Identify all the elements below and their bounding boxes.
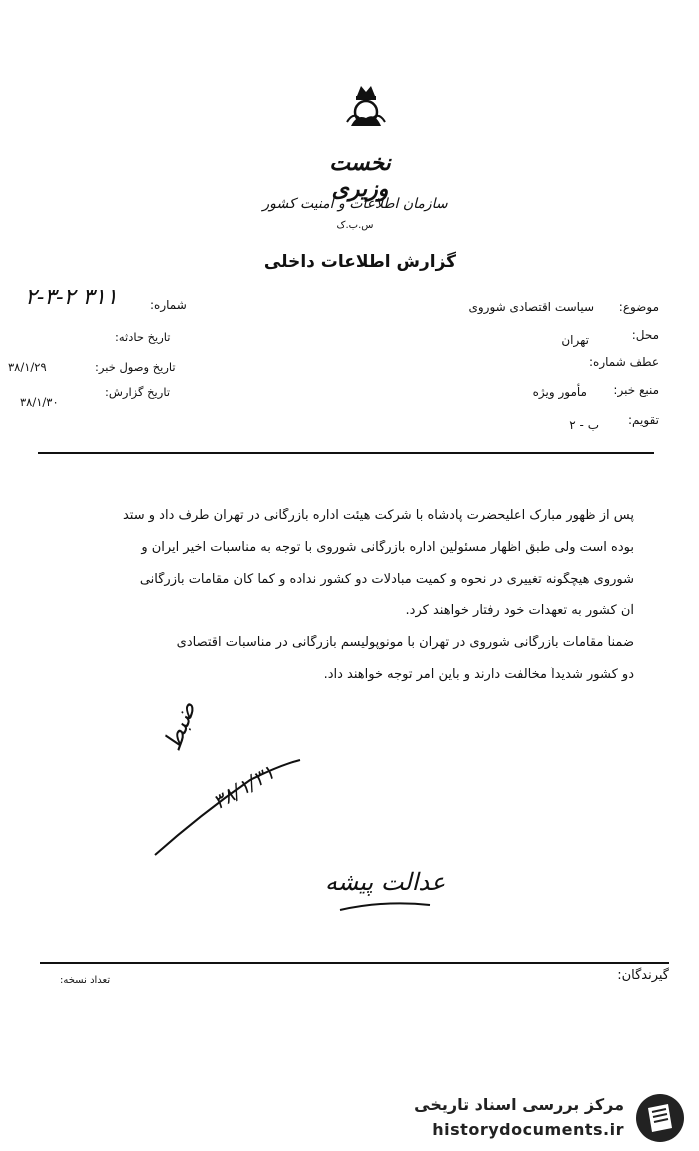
body-line: آن کشور به تعهدات خود رفتار خواهند کرد. — [405, 603, 634, 618]
body-line: پس از ظهور مبارک اعلیحضرت پادشاه با شرکت هیئت اداره بازرگانی در تهران طرف داد و ستد — [122, 508, 634, 523]
location-value: تهران — [561, 333, 589, 347]
copies-label: تعداد نسخه: — [60, 975, 111, 986]
body-line: شوروی هیچگونه تغییری در نحوه و کمیت مبادلات دو کشور نداده و کما کان مقامات بازرگانی — [139, 572, 634, 587]
body-line: ضمناً مقامات بازرگانی شوروی در تهران با مونوپولیسم بازرگانی در مناسبات اقتصادی — [176, 635, 634, 650]
body-line: دو کشور شدیداً مخالفت دارند و باین امر توجه خواهند داد. — [323, 667, 634, 682]
report-title: گزارش اطلاعات داخلی — [263, 252, 457, 272]
watermark-logo-icon — [634, 1092, 686, 1144]
watermark-name: مرکز بررسی اسناد تاریخی — [414, 1095, 624, 1114]
rating-value: ب - ۲ — [569, 418, 599, 432]
subject-label: موضوع: — [618, 300, 659, 314]
location-label: محل: — [631, 328, 659, 342]
reference-label: عطف شماره: — [588, 355, 659, 369]
receipt-date-value: ۳۸/۱/۲۹ — [8, 360, 47, 374]
source-label: منبع خبر: — [613, 383, 659, 397]
organization-code: س.ب.ک — [336, 220, 374, 231]
ministry-heading: نخست وزیری — [329, 150, 391, 202]
signature-underline — [335, 895, 435, 920]
footer-divider — [40, 962, 669, 964]
signer-signature: عدالت پیشه — [325, 868, 446, 896]
incident-date-label: تاریخ حادثه: — [115, 330, 171, 344]
marginal-date: ۳۸/۱/۳۱ — [208, 759, 279, 815]
receipt-date-label: تاریخ وصول خبر: — [95, 360, 176, 374]
report-date-value: ۳۸/۱/۳۰ — [20, 395, 59, 409]
body-line: بوده است ولی طبق اظهار مسئولین اداره بازرگانی شوروی با توجه به مناسبات اخیر ایران و — [141, 540, 634, 555]
report-date-label: تاریخ گزارش: — [105, 385, 171, 399]
recipients-label: گیرندگان: — [617, 968, 669, 983]
header-divider — [38, 452, 654, 454]
number-label: شماره: — [150, 298, 187, 312]
watermark-site: historydocuments.ir — [432, 1120, 624, 1139]
organization-name: سازمان اطلاعات و امنیت کشور — [262, 196, 448, 212]
number-value: ۳۱۱ ۲-۳-۲ — [25, 285, 118, 310]
marginal-stroke — [140, 755, 310, 865]
rating-label: تقویم: — [628, 413, 659, 427]
lion-and-sun-emblem — [343, 82, 389, 132]
source-value: مأمور ویژه — [532, 385, 587, 399]
marginal-note: ضبط — [158, 697, 202, 755]
subject-value: سیاست اقتصادی شوروی — [468, 300, 594, 314]
